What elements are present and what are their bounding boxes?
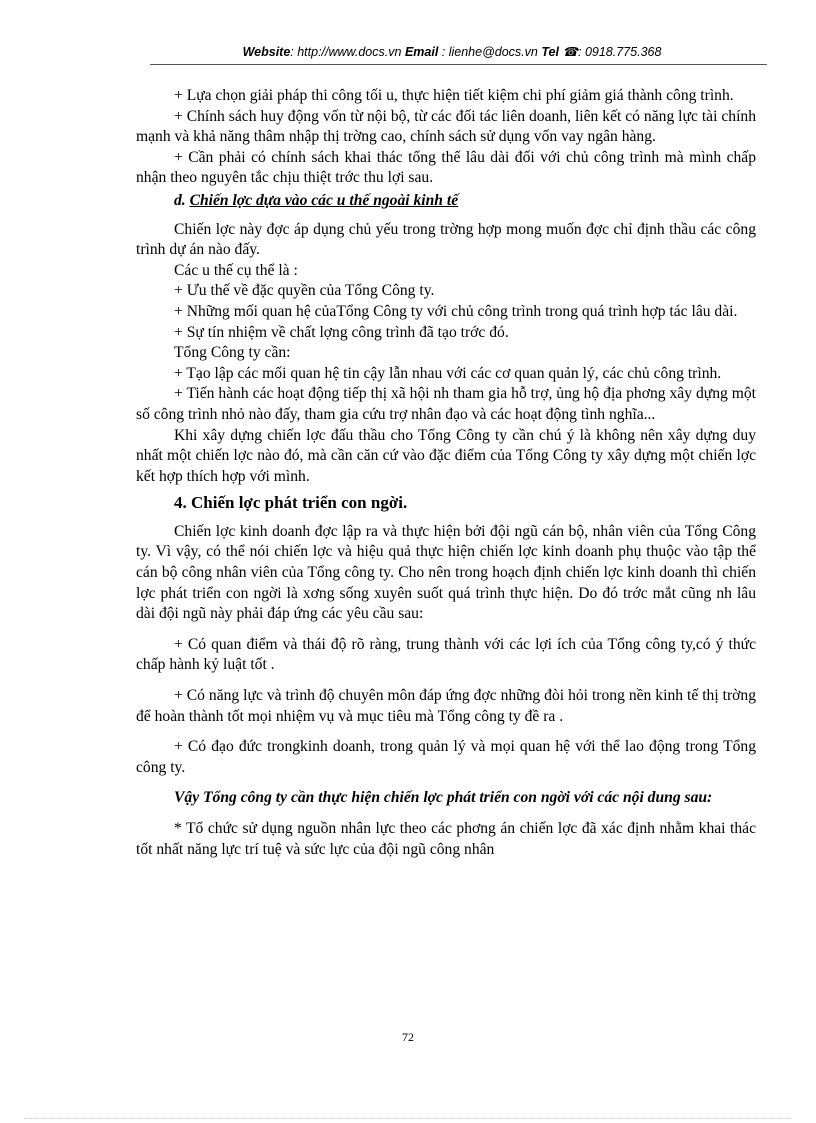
conclusion-heading: Vậy Tổng công ty cần thực hiện chiến lợc phát triển con ngời với các nội dung sau: <box>174 789 713 807</box>
section-d-heading <box>136 191 756 212</box>
paragraph: + Sự tín nhiệm về chất lợng công trình đã tạo trớc đó. <box>174 323 509 341</box>
paragraph: + Ưu thế về đặc quyền của Tổng Công ty. <box>174 282 435 300</box>
section-4-heading: 4. Chiến lợc phát triển con ngời. <box>174 493 408 513</box>
page-header <box>150 44 754 59</box>
requirement-item: + Có đạo đức trongkinh doanh, trong quản lý và mọi quan hệ với thể lao động trong Tổng công ty. <box>136 738 756 776</box>
page-body <box>136 86 756 860</box>
paragraph: + Cần phải có chính sách khai thác tổng thể lâu dài đối với chủ công trình mà mình chấp nhận theo nguyên tắc chịu thiệt trớc thu lợi sau. <box>136 148 756 187</box>
paragraph: + Những mối quan hệ củaTổng Công ty với chủ công trình trong quá trình hợp tác lâu dài. <box>174 302 738 320</box>
paragraph: + Tạo lập các mối quan hệ tin cậy lẫn nhau với các cơ quan quản lý, các chủ công trình. <box>174 364 722 382</box>
paragraph: + Chính sách huy động vốn từ nội bộ, từ các đối tác liên doanh, liên kết có năng lực tài chính mạnh và khả năng thâm nhập thị trờng cao, chính sách sử dụng vốn vay ngân hàng. <box>136 107 756 146</box>
paragraph: Khi xây dựng chiến lợc đấu thầu cho Tổng Công ty cần chú ý là không nên xây dựng duy nhất một chiến lợc nào đó, mà cần căn cứ vào đặc điểm của Tổng Công ty xây dựng một chiến lợc kết hợp thích hợp với mình. <box>136 426 756 485</box>
email-value[interactable]: : lienhe@docs.vn <box>441 45 538 59</box>
requirement-item: + Có quan điểm và thái độ rõ ràng, trung thành với các lợi ích của Tổng công ty,có ý thức chấp hành kỷ luật tốt . <box>136 635 756 674</box>
paragraph: Chiến lợc này đợc áp dụng chủ yếu trong trờng hợp mong muốn đợc chỉ định thầu các công trình dự án nào đấy. <box>136 220 756 259</box>
page-bottom-divider <box>24 1118 792 1119</box>
paragraph: Tổng Công ty cần: <box>174 344 291 362</box>
header-divider <box>150 64 767 65</box>
paragraph: * Tổ chức sử dụng nguồn nhân lực theo các phơng án chiến lợc đã xác định nhằm khai thác tốt nhất năng lực trí tuệ và sức lực của đội ngũ công nhân <box>136 820 756 858</box>
paragraph: + Lựa chọn giải pháp thi công tối u, thực hiện tiết kiệm chi phí giảm giá thành công trình. <box>174 87 734 104</box>
section-d-title: Chiến lợc dựa vào các u thế ngoài kinh tế <box>189 191 459 209</box>
paragraph: Chiến lợc kinh doanh đợc lập ra và thực hiện bởi đội ngũ cán bộ, nhân viên của Tổng Công ty. Vì vậy, có thể nói chiến lợc và hiệu quả thực hiện chiến lợc kinh doanh phụ thuộc vào tập thể cán bộ công nhân viên của Tổng công ty. Cho nên trong hoạch định chiến lợc kinh doanh thì chiến lợc phát triển con ngời là xơng sống xuyên suốt quá trình thực hiện. Do đó trớc mắt cũng nh lâu dài đội ngũ này phải đáp ứng các yêu cầu sau: <box>136 522 756 623</box>
paragraph: + Tiến hành các hoạt động tiếp thị xã hội nh tham gia hỗ trợ, ủng hộ địa phơng xây dựng một số công trình nhỏ nào đấy, tham gia cứu trợ nhân đạo và các hoạt động tình nghĩa... <box>136 385 756 423</box>
page-number: 72 <box>402 1030 414 1044</box>
tel-label: Tel <box>541 45 559 59</box>
tel-value: ☎: 0918.775.368 <box>562 45 662 59</box>
email-label: Email <box>404 45 439 59</box>
requirement-item: + Có năng lực và trình độ chuyên môn đáp ứng đợc những đòi hỏi trong nền kinh tế thị trờng để hoàn thành tốt mọi nhiệm vụ và mục tiêu mà Tổng công ty đề ra . <box>136 687 756 725</box>
website-label: Website <box>242 45 291 59</box>
website-value[interactable]: : http://www.docs.vn <box>290 45 402 59</box>
paragraph: Các u thế cụ thể là : <box>174 261 298 279</box>
section-d-prefix: d. <box>174 191 190 209</box>
